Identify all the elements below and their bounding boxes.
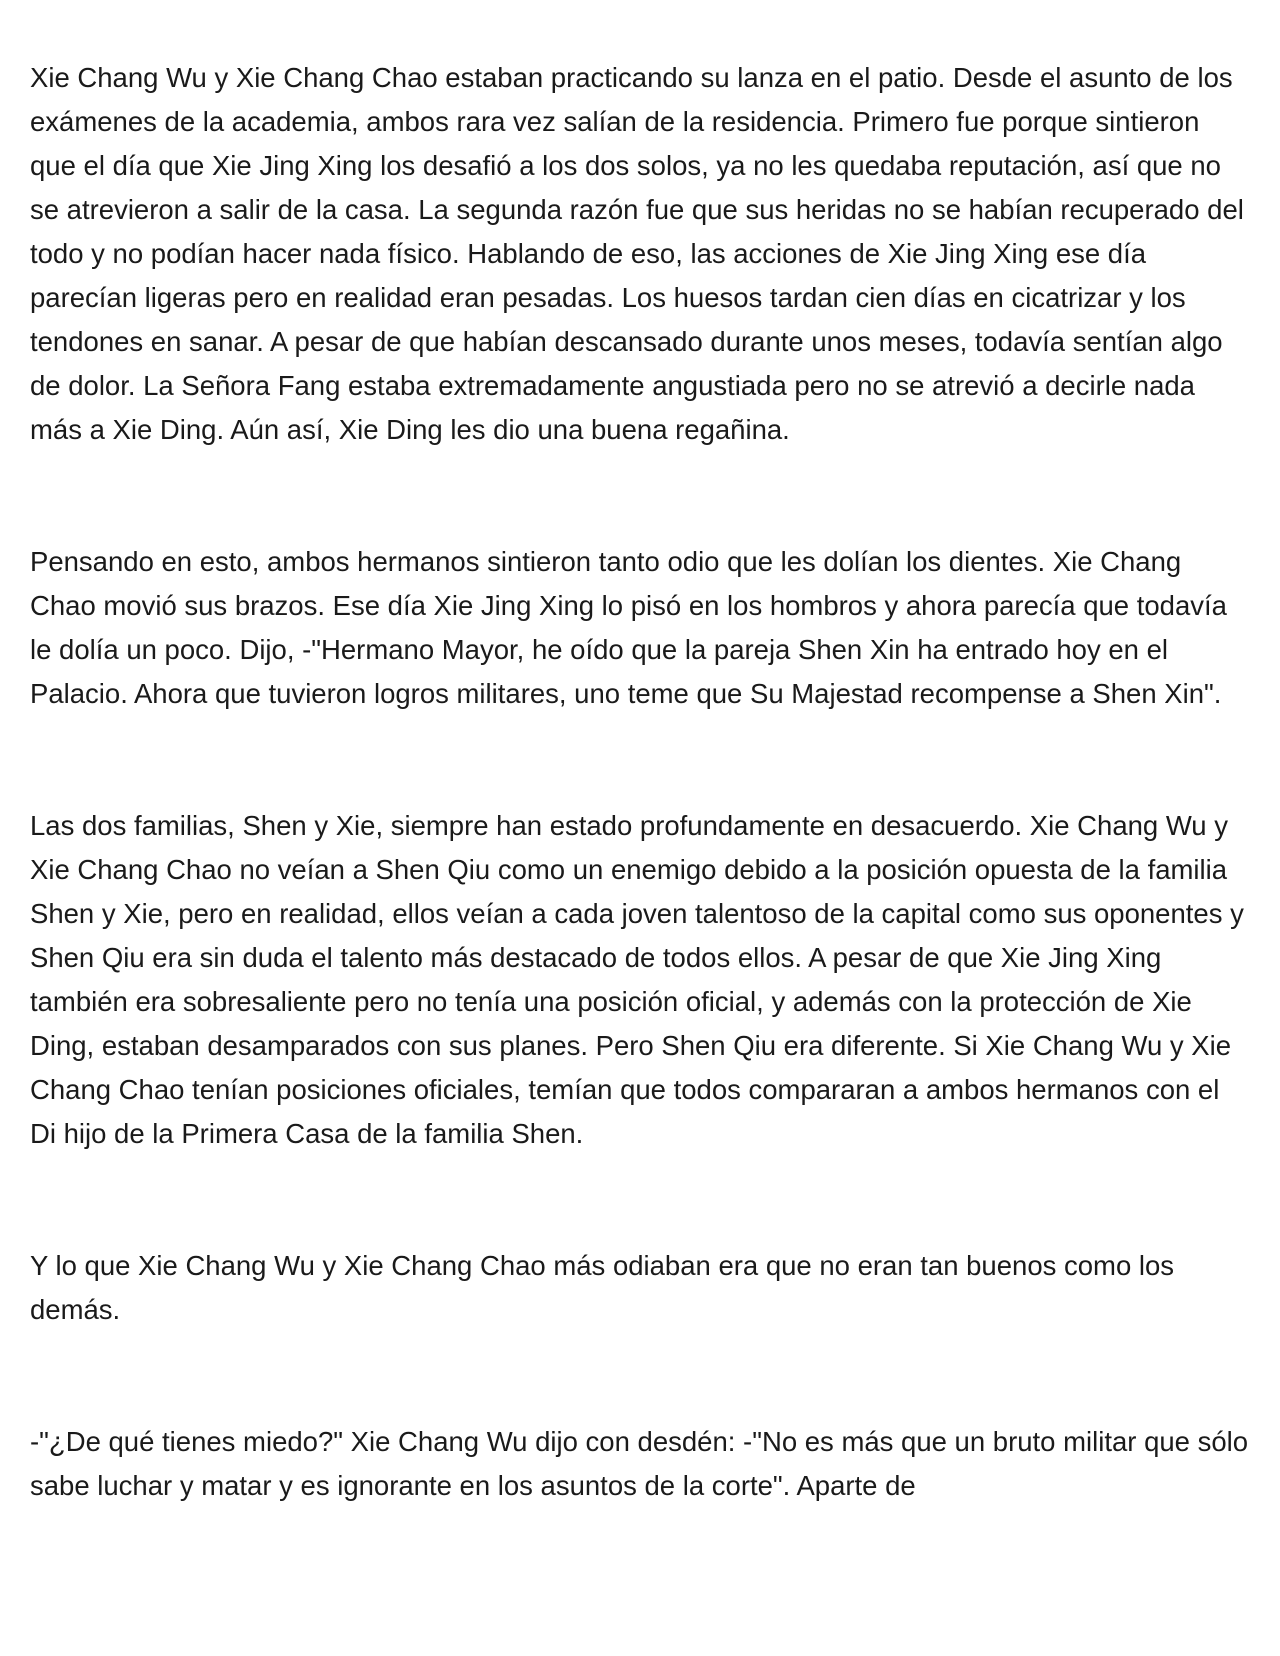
paragraph-5: -"¿De qué tienes miedo?" Xie Chang Wu dijo con desdén: -"No es más que un bruto militar que sólo sabe luchar y matar y es ignorante en los asuntos de la corte". Aparte de [30,1426,1249,1501]
paragraph-3: Las dos familias, Shen y Xie, siempre han estado profundamente en desacuerdo. Xie Chang Wu y Xie Chang Chao no veían a Shen Qiu como un enemigo debido a la posición opuesta de la familia Shen y Xie, pero en realidad, ellos veían a cada joven talentoso de la capital como sus oponentes y Shen Qiu era sin duda el talento más destacado de todos ellos. A pesar de que Xie Jing Xing también era sobresaliente pero no tenía una posición oficial, y además con la protección de Xie Ding, estaban desamparados con sus planes. Pero Shen Qiu era diferente. Si Xie Chang Wu y Xie Chang Chao tenían posiciones oficiales, temían que todos compararan a ambos hermanos con el Di hijo de la Primera Casa de la familia Shen. [30,810,1244,1149]
paragraph-2: Pensando en esto, ambos hermanos sintieron tanto odio que les dolían los dientes. Xie Chang Chao movió sus brazos. Ese día Xie Jing Xing lo pisó en los hombros y ahora parecía que todavía le dolía un poco. Dijo, -"Hermano Mayor, he oído que la pareja Shen Xin ha entrado hoy en el Palacio. Ahora que tuvieron logros militares, uno teme que Su Majestad recompense a Shen Xin". [30,546,1227,709]
paragraph-4: Y lo que Xie Chang Wu y Xie Chang Chao más odiaban era que no eran tan buenos como los demás. [30,1250,1175,1325]
document-page [30,56,1250,1508]
paragraph-1: Xie Chang Wu y Xie Chang Chao estaban practicando su lanza en el patio. Desde el asunto de los exámenes de la academia, ambos rara vez salían de la residencia. Primero fue porque sintieron que el día que Xie Jing Xing los desafió a los dos solos, ya no les quedaba reputación, así que no se atrevieron a salir de la casa. La segunda razón fue que sus heridas no se habían recuperado del todo y no podían hacer nada físico. Hablando de eso, las acciones de Xie Jing Xing ese día parecían ligeras pero en realidad eran pesadas. Los huesos tardan cien días en cicatrizar y los tendones en sanar. A pesar de que habían descansado durante unos meses, todavía sentían algo de dolor. La Señora Fang estaba extremadamente angustiada pero no se atrevió a decirle nada más a Xie Ding. Aún así, Xie Ding les dio una buena regañina. [30,62,1244,445]
